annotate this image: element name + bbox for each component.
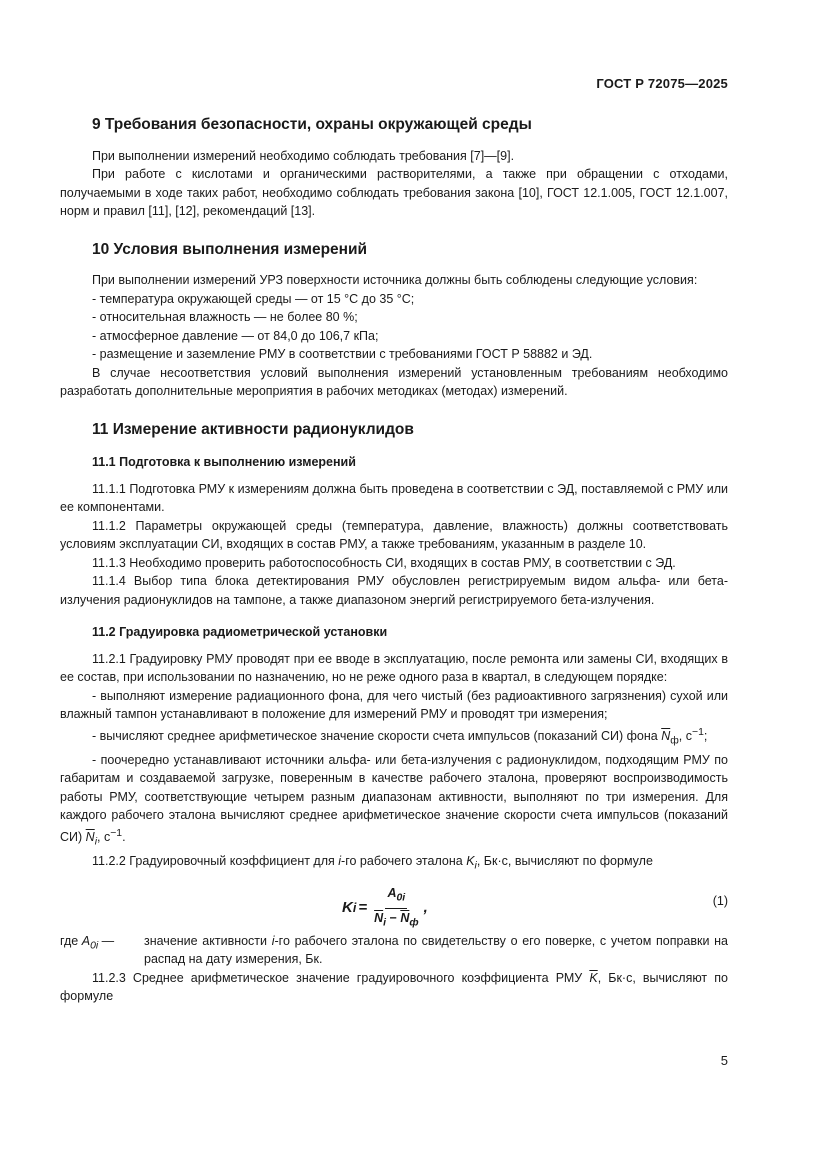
clause-11-1-1: 11.1.1 Подготовка РМУ к измерениям должна быть проведена в соответствии с ЭД, поставляемой с РМУ или ее компонентами. — [60, 481, 728, 514]
section-9-paragraph-1: При выполнении измерений необходимо соблюдать требования [7]—[9]. — [92, 148, 515, 163]
formula-fraction: $\frac{A_{0i}}{\overline{N}_i - \overline{N}_ф}$ — [374, 885, 419, 929]
section-9-paragraph-2: При работе с кислотами и органическими растворителями, а также при обращении с отходами, получаемыми в ходе таких работ, необходимо соблюдать требования закона [10], ГОСТ 12.1.005, ГОСТ 12.1.007, норм и правил [11], [12], рекомендаций [13]. — [60, 167, 728, 218]
clause-11-2-1: 11.2.1 Градуировку РМУ проводят при ее вводе в эксплуатацию, после ремонта или замены СИ, входящих в ее состав, при использовании по назначению, но не реже одного раза в квартал, в следующем порядке: — [60, 651, 728, 684]
background-rate-symbol: $\overline{N}$ — [661, 728, 671, 743]
list-item: - размещение и заземление РМУ в соответствии с требованиями ГОСТ Р 58882 и ЭД. — [92, 347, 593, 361]
calibration-coefficient-formula: K i = $\frac{A_{0i}}{\overline{N}_i - \overline{N}_ф}$ , — [342, 884, 428, 933]
clause-11-1-3: 11.1.3 Необходимо проверить работоспособность СИ, входящих в состав РМУ, в соответствии с ЭД. — [92, 555, 676, 570]
document-id: ГОСТ Р 72075—2025 — [596, 76, 728, 91]
equation-number: (1) — [712, 893, 728, 908]
list-item: - относительная влажность — не более 80 %; — [92, 310, 358, 324]
calibration-step-2: - вычисляют среднее арифметическое значение скорости счета импульсов (показаний СИ) фона $\overline{N}_ф$, $с^{-1}$; — [92, 726, 708, 747]
clause-11-2-3: 11.2.3 Среднее арифметическое значение градуировочного коэффициента РМУ $\overline{K}$, Бк·с, вычисляют по формуле — [60, 970, 728, 1004]
reference-rate-symbol: $\overline{N}$ — [85, 829, 95, 844]
section-9-title: 9 Требования безопасности, охраны окружающей среды — [92, 116, 532, 133]
formula-legend: где $A_{0i}$ — значение активности i-го рабочего эталона по свидетельству о его поверке, с учетом поправки на распад на дату измерения, Бк. — [60, 933, 728, 967]
page-content — [60, 116, 728, 1006]
section-11-title: 11 Измерение активности радионуклидов — [92, 420, 414, 438]
section-10-title: 10 Условия выполнения измерений — [92, 240, 368, 258]
subsection-11-2-title: 11.2 Градуировка радиометрической установки — [92, 625, 388, 639]
section-10-outro: В случае несоответствия условий выполнения измерений установленным требованиям необходимо разработать дополнительные мероприятия в рабочих методиках (методах) измерений. — [60, 365, 728, 398]
subsection-11-1-title: 11.1 Подготовка к выполнению измерений — [92, 455, 356, 469]
clause-11-1-2: 11.1.2 Параметры окружающей среды (температура, давление, влажность) должны соответствовать условиям эксплуатации СИ, входящих в состав РМУ, а также требованиям, указанным в разделе 10. — [60, 518, 728, 551]
section-10-intro: При выполнении измерений УРЗ поверхности источника должны быть соблюдены следующие условия: — [92, 273, 698, 287]
list-item: - температура окружающей среды — от 15 °С до 35 °С; — [92, 291, 415, 306]
clause-11-1-4: 11.1.4 Выбор типа блока детектирования РМУ обусловлен регистрируемым видом альфа- или бета-излучения радионуклидов на тампоне, а также диапазоном энергий регистрируемого бета-излучения. — [60, 574, 728, 607]
calibration-step-3: - поочередно устанавливают источники альфа- или бета-излучения с радионуклидом, подходящим РМУ по габаритам и создаваемой загрузке, поверенным в качестве рабочего эталона, проверяют воспроизводимость работы РМУ, соответствующие четырем разным диапазонам активности, выполняют по три измерения. Для каждого рабочего эталона вычисляют среднее арифметическое значение скорости счета импульсов (показаний СИ) $\overline{N}_i$, $с^{-1}$. — [60, 752, 728, 848]
page-number: 5 — [720, 1053, 728, 1068]
calibration-step-1: - выполняют измерение радиационного фона, для чего чистый (без радиоактивного загрязнения) сухой или влажный тампон устанавливают в положение для измерений РМУ и проводят три измерения; — [60, 688, 728, 721]
formula-1 — [60, 882, 728, 929]
clause-11-2-2: 11.2.2 Градуировочный коэффициент для i-го рабочего эталона $K_i$, Бк·с, вычисляют по формуле — [92, 853, 653, 872]
list-item: - атмосферное давление — от 84,0 до 106,7 кПа; — [92, 328, 379, 343]
